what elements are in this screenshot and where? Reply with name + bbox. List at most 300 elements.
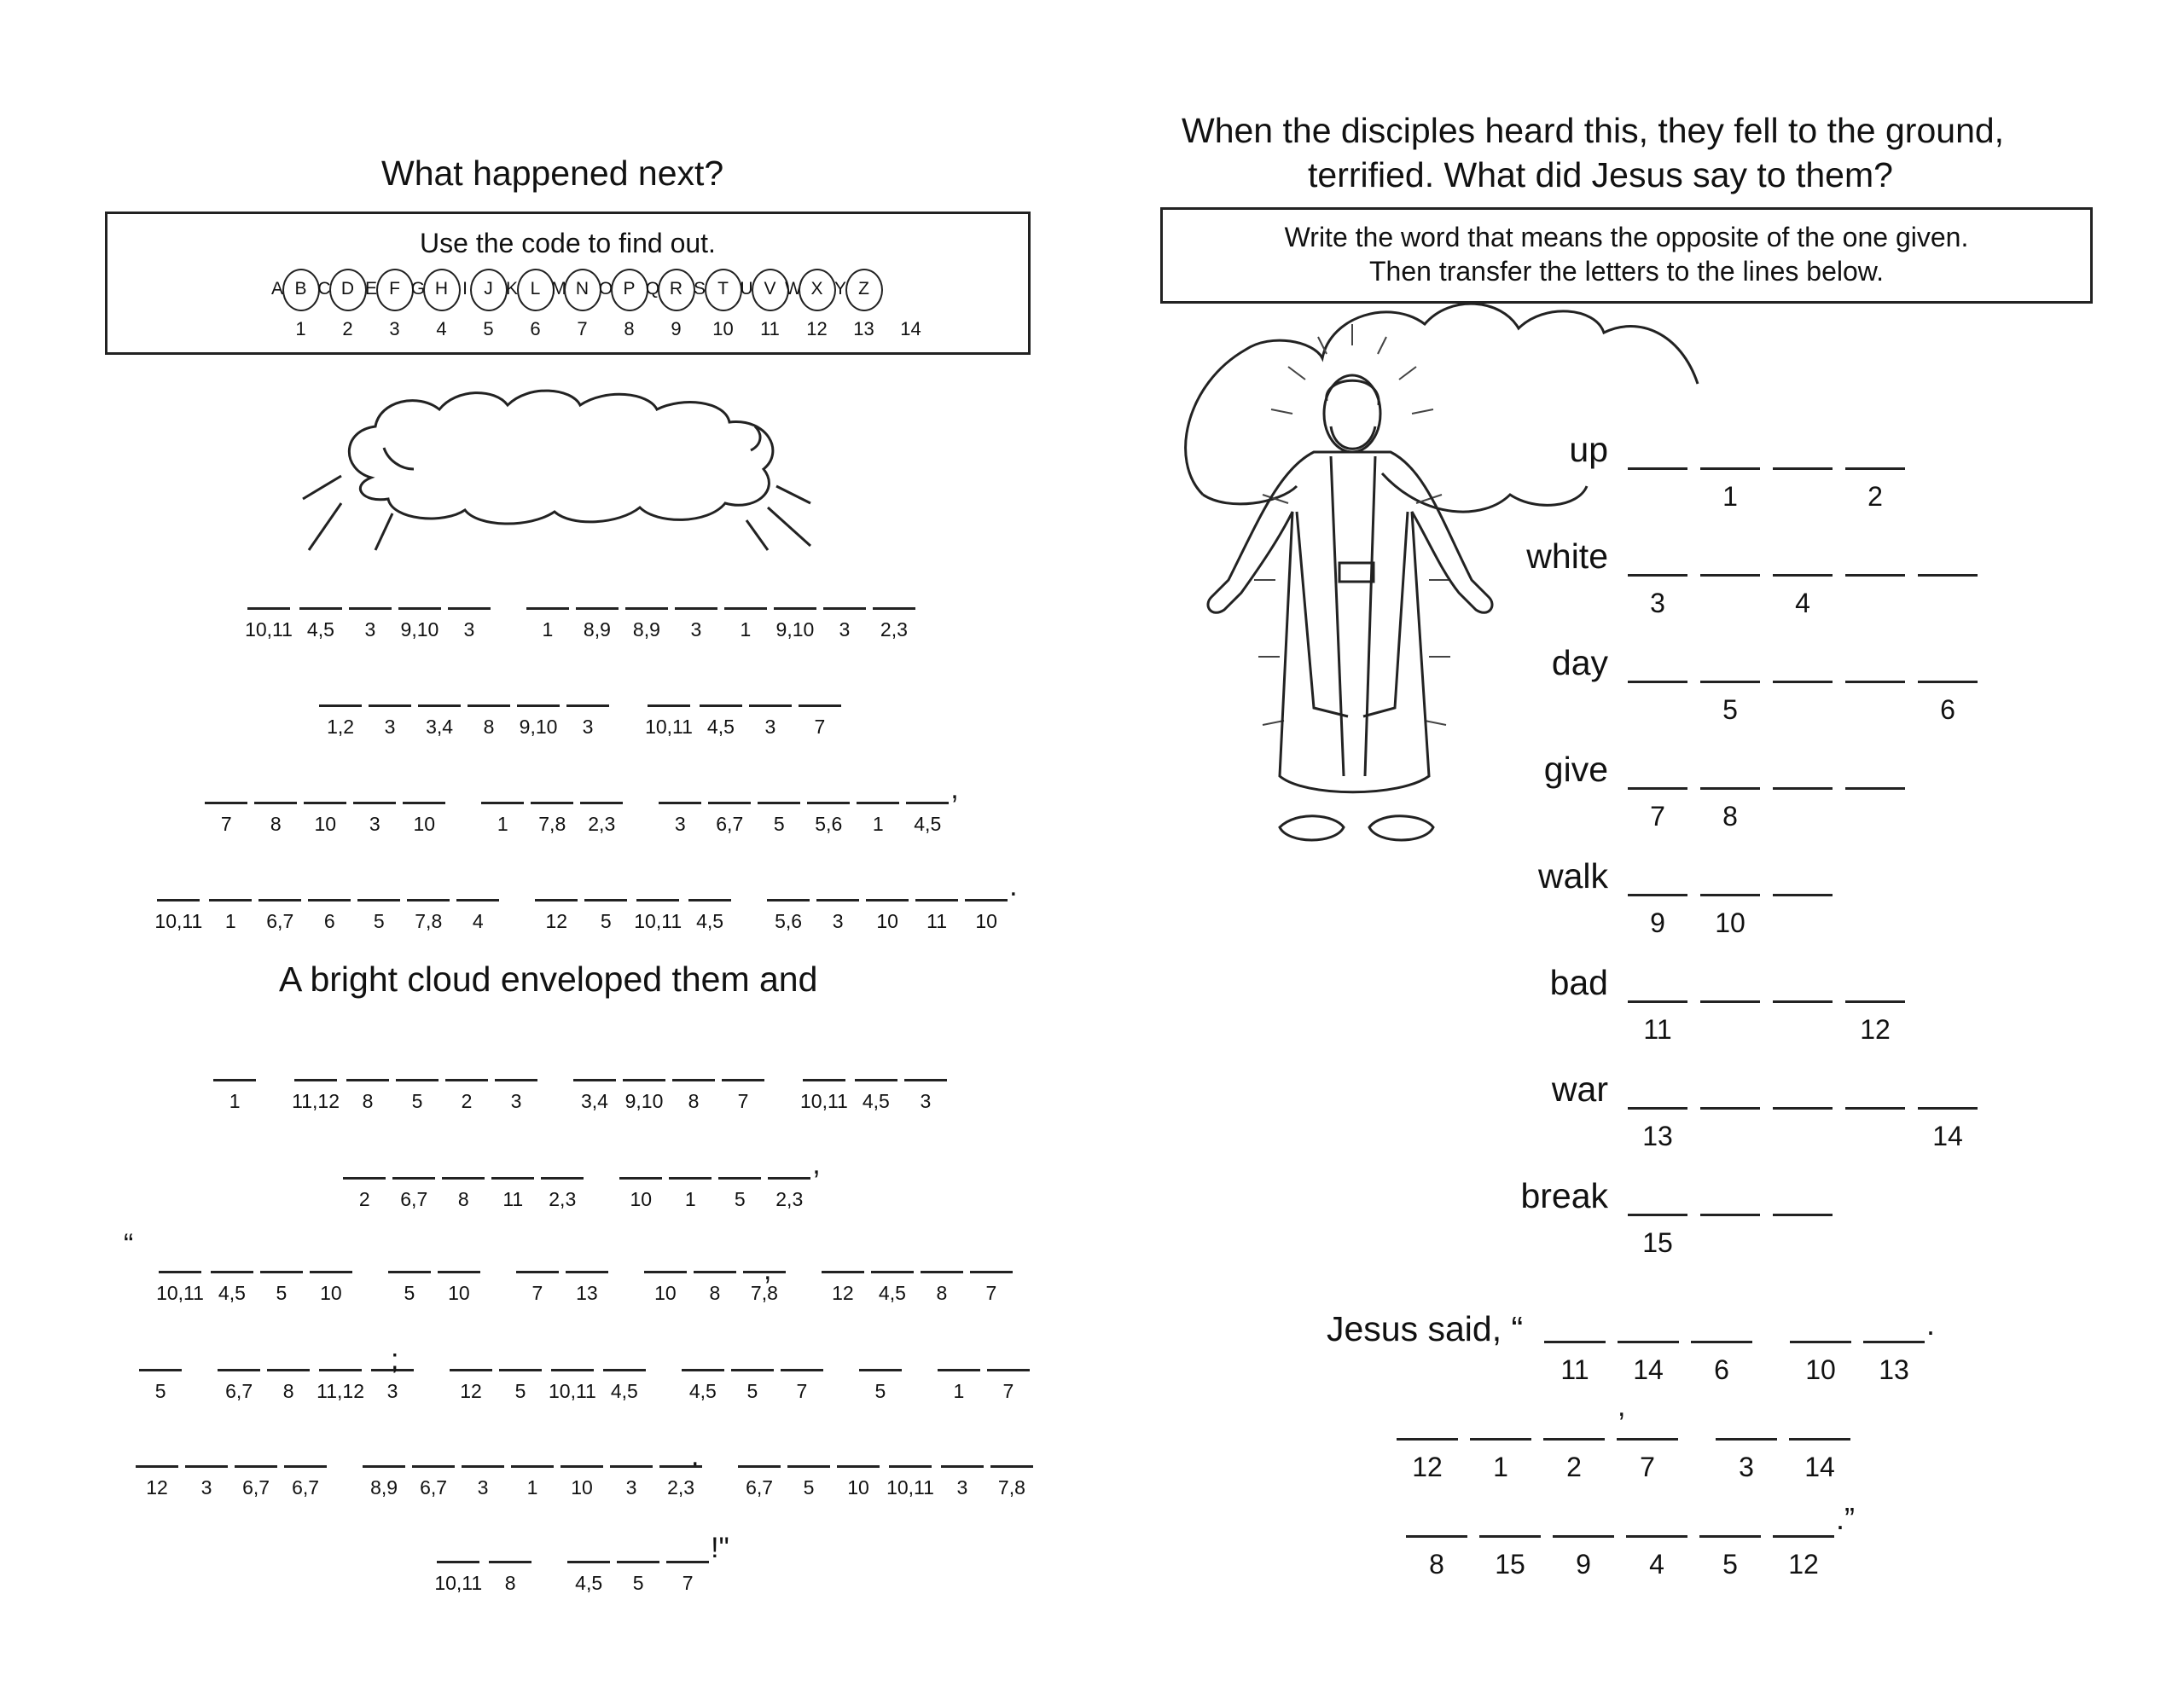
- cipher-blank: 7: [987, 1369, 1030, 1401]
- answer-punctuation: .: [1926, 1307, 1936, 1342]
- cipher-blank: 8: [267, 1369, 310, 1401]
- opposite-word-label: day: [1551, 643, 1608, 682]
- answer-blank[interactable]: [1543, 1438, 1605, 1441]
- letter-blank[interactable]: [1845, 467, 1905, 470]
- answer-comma: ,: [1618, 1390, 1626, 1423]
- cipher-blank: 11,12: [317, 1369, 364, 1401]
- code-letter: Y: [834, 279, 847, 299]
- cipher-blank: 12: [450, 1369, 492, 1401]
- letter-blank[interactable]: [1918, 574, 1978, 577]
- answer-blank[interactable]: [1789, 1438, 1850, 1441]
- code-letter: B: [294, 279, 307, 299]
- cipher-blank: 8: [346, 1079, 389, 1111]
- cipher-blank: 2,3: [659, 1465, 702, 1498]
- cipher-blank: 3: [371, 1369, 414, 1401]
- cipher-blank: 7: [516, 1271, 559, 1303]
- letter-blank[interactable]: [1918, 681, 1978, 683]
- code-number: 3: [389, 318, 400, 339]
- instruction-box: [1160, 207, 2093, 304]
- cipher-blank: 10,11: [800, 1079, 848, 1111]
- cipher-blank: 4,5: [871, 1271, 914, 1303]
- cipher-blank: 5: [731, 1369, 774, 1401]
- answer-number: 6: [1714, 1354, 1729, 1385]
- line-punctuation: ,: [950, 773, 959, 805]
- answer-number: 11: [1560, 1354, 1589, 1385]
- code-letter: X: [810, 279, 823, 299]
- cipher-blank: 5: [718, 1177, 761, 1209]
- cipher-blank: 6,7: [708, 802, 751, 834]
- cipher-blank: 10,11: [156, 1271, 204, 1303]
- answer-blank[interactable]: [1479, 1535, 1541, 1538]
- opposite-word-label: walk: [1537, 856, 1608, 896]
- cipher-blank: 3: [749, 704, 792, 737]
- cipher-blank: 1: [511, 1465, 554, 1498]
- code-letter: C: [317, 279, 331, 299]
- answer-number: 8: [1429, 1549, 1444, 1580]
- letter-blank[interactable]: [1628, 787, 1687, 790]
- cipher-blank: 10: [837, 1465, 880, 1498]
- cipher-blank: 7: [666, 1561, 709, 1593]
- letter-number: 8: [1722, 801, 1738, 832]
- cipher-line: [119, 704, 1041, 737]
- answer-blank[interactable]: [1691, 1341, 1752, 1343]
- cipher-blank: 4,5: [299, 607, 342, 640]
- letter-number: 12: [1860, 1014, 1891, 1045]
- letter-blank[interactable]: [1700, 1000, 1760, 1003]
- answer-blank[interactable]: [1406, 1535, 1467, 1538]
- code-letter: L: [530, 279, 541, 299]
- answer-blank[interactable]: [1397, 1438, 1458, 1441]
- code-letter: O: [598, 279, 613, 299]
- cipher-line: [119, 1532, 1041, 1594]
- letter-blank[interactable]: [1845, 574, 1905, 577]
- cipher-blank: 3: [659, 802, 701, 834]
- cipher-blank: 6,7: [218, 1369, 260, 1401]
- code-number: 6: [530, 318, 541, 339]
- code-box: [105, 212, 1031, 355]
- cipher-blank: 8: [489, 1561, 531, 1593]
- code-letter: A: [270, 279, 284, 299]
- answer-blank[interactable]: [1716, 1438, 1777, 1441]
- opposite-word-label: give: [1543, 750, 1608, 789]
- cipher-blank: 1: [213, 1079, 256, 1111]
- cipher-blank: 5: [499, 1369, 542, 1401]
- letter-blank[interactable]: [1628, 1107, 1687, 1110]
- letter-blank[interactable]: [1628, 1214, 1687, 1216]
- opposite-word-blanks[interactable]: [1628, 1214, 1986, 1282]
- letter-blank[interactable]: [1628, 681, 1687, 683]
- answer-line[interactable]: [1544, 1307, 2158, 1409]
- answer-punctuation: .”: [1836, 1501, 1855, 1536]
- cipher-blank: 3: [349, 607, 392, 640]
- code-letter: R: [669, 279, 683, 299]
- inline-punctuation: ;: [391, 1343, 399, 1376]
- cipher-blank: 1,2: [319, 704, 362, 737]
- cipher-blank: 13: [566, 1271, 608, 1303]
- letter-number: 11: [1643, 1014, 1672, 1045]
- cipher-blank: 3: [185, 1465, 228, 1498]
- answer-blank[interactable]: [1618, 1341, 1679, 1343]
- letter-blank[interactable]: [1773, 1214, 1833, 1216]
- cipher-line: [119, 607, 1041, 640]
- cipher-blank: 6,7: [235, 1465, 277, 1498]
- cipher-blank: 4,5: [688, 899, 731, 931]
- cipher-blank: 4,5: [603, 1369, 646, 1401]
- cipher-blank: 7: [205, 802, 247, 834]
- answer-number: 14: [1633, 1354, 1664, 1385]
- letter-number: 1: [1722, 481, 1738, 512]
- cipher-blank: 3: [462, 1465, 504, 1498]
- letter-blank[interactable]: [1700, 1214, 1760, 1216]
- cipher-blank: 8: [694, 1271, 736, 1303]
- cipher-blank: 3: [448, 607, 491, 640]
- cipher-blank: 10: [866, 899, 909, 931]
- code-letter: J: [484, 279, 493, 299]
- answer-number: 10: [1805, 1354, 1836, 1385]
- cipher-blank: 8: [468, 704, 510, 737]
- answer-blank[interactable]: [1470, 1438, 1531, 1441]
- cipher-blank: 1: [209, 899, 252, 931]
- cipher-blank: 1: [724, 607, 767, 640]
- right-title-line1: When the disciples heard this, they fell to the ground,: [1182, 111, 2005, 150]
- code-letter: U: [740, 279, 753, 299]
- cipher-blank: 10: [310, 1271, 352, 1303]
- cipher-blank: 9,10: [774, 607, 816, 640]
- cipher-blank: 1: [938, 1369, 980, 1401]
- cipher-blank: 5: [396, 1079, 439, 1111]
- cipher-blank: 8: [672, 1079, 715, 1111]
- code-number: 13: [853, 318, 874, 339]
- letter-blank[interactable]: [1628, 467, 1687, 470]
- code-number: 4: [436, 318, 447, 339]
- code-letter: M: [551, 279, 566, 299]
- line-punctuation: ,: [812, 1148, 821, 1180]
- cipher-blank: 6,7: [258, 899, 301, 931]
- letter-blank[interactable]: [1918, 1107, 1978, 1110]
- letter-blank[interactable]: [1773, 787, 1833, 790]
- cipher-blank: 10: [561, 1465, 603, 1498]
- cipher-blank: 5: [758, 802, 800, 834]
- cipher-blank: 2,3: [768, 1177, 810, 1209]
- cipher-blank: 1: [526, 607, 569, 640]
- code-number: 8: [624, 318, 635, 339]
- cipher-blank: 7: [781, 1369, 823, 1401]
- mid-text: A bright cloud enveloped them and: [279, 959, 818, 999]
- line-punctuation: .: [1009, 870, 1018, 902]
- cipher-blank: 3: [823, 607, 866, 640]
- cipher-line: [119, 773, 1041, 835]
- cipher-blank: 4,5: [855, 1079, 897, 1111]
- letter-blank[interactable]: [1700, 894, 1760, 896]
- code-number: 5: [483, 318, 494, 339]
- letter-blank[interactable]: [1845, 787, 1905, 790]
- code-letter: K: [505, 279, 519, 299]
- cipher-blank: 11: [491, 1177, 534, 1209]
- cipher-blank: 10,11: [886, 1465, 934, 1498]
- jesus-said-label: Jesus said, “: [1327, 1309, 1524, 1348]
- code-number: 11: [760, 318, 780, 339]
- cipher-blank: 7: [799, 704, 841, 737]
- letter-blank[interactable]: [1700, 574, 1760, 577]
- letter-blank[interactable]: [1773, 1000, 1833, 1003]
- code-number: 14: [900, 318, 921, 339]
- answer-blank[interactable]: [1617, 1438, 1678, 1441]
- cipher-blank: 10: [403, 802, 445, 834]
- code-letter: G: [410, 279, 426, 299]
- opposite-word-label: bad: [1549, 963, 1608, 1002]
- cipher-blank: 5: [617, 1561, 659, 1593]
- cipher-blank: 12: [136, 1465, 178, 1498]
- cipher-blank: 10: [619, 1177, 662, 1209]
- letter-number: 5: [1722, 694, 1738, 725]
- opposite-word-blanks[interactable]: [1628, 681, 1986, 749]
- letter-blank[interactable]: [1773, 681, 1833, 683]
- cipher-blank: 10: [965, 899, 1008, 931]
- code-letter: D: [340, 279, 355, 299]
- code-number: 1: [295, 318, 306, 339]
- letter-blank[interactable]: [1773, 574, 1833, 577]
- answer-number: 13: [1879, 1354, 1909, 1385]
- open-quote: “: [124, 1228, 134, 1261]
- opposite-word-blanks[interactable]: [1628, 787, 1986, 855]
- code-letter: E: [364, 279, 378, 299]
- letter-blank[interactable]: [1628, 1000, 1687, 1003]
- cipher-blank: 6,7: [738, 1465, 781, 1498]
- letter-blank[interactable]: [1773, 894, 1833, 896]
- answer-blank[interactable]: [1773, 1535, 1834, 1538]
- cipher-blank: 7,8: [990, 1465, 1033, 1498]
- cipher-blank: 10,11: [245, 607, 293, 640]
- cipher-blank: 9,10: [517, 704, 560, 737]
- answer-number: 12: [1412, 1452, 1443, 1482]
- answer-blank[interactable]: [1544, 1341, 1606, 1343]
- opposite-word-label: break: [1520, 1176, 1608, 1215]
- code-number: 7: [577, 318, 588, 339]
- cipher-blank: 7,8: [743, 1271, 786, 1303]
- cipher-blank: 10,11: [154, 899, 202, 931]
- code-letter: Q: [645, 279, 660, 299]
- code-letter: F: [389, 279, 400, 299]
- cipher-blank: 4,5: [211, 1271, 253, 1303]
- cipher-blank: 4: [456, 899, 499, 931]
- letter-blank[interactable]: [1700, 787, 1760, 790]
- answer-blank[interactable]: [1553, 1535, 1614, 1538]
- letter-blank[interactable]: [1700, 681, 1760, 683]
- cipher-line: [124, 1465, 1045, 1498]
- cipher-blank: 5,6: [807, 802, 850, 834]
- cipher-blank: 2: [445, 1079, 488, 1111]
- cipher-blank: 1: [481, 802, 524, 834]
- inline-punctuation: ,: [764, 1254, 772, 1286]
- cipher-blank: 7: [970, 1271, 1013, 1303]
- code-letter: P: [623, 279, 636, 299]
- answer-number: 2: [1566, 1452, 1582, 1482]
- cipher-blank: 10,11: [549, 1369, 596, 1401]
- letter-number: 9: [1650, 907, 1665, 938]
- cipher-blank: 10: [644, 1271, 687, 1303]
- cloud-illustration: [290, 375, 887, 563]
- cipher-blank: 7: [722, 1079, 764, 1111]
- cipher-blank: 4,5: [906, 802, 949, 834]
- letter-blank[interactable]: [1773, 1107, 1833, 1110]
- cipher-blank: 6: [308, 899, 351, 931]
- cipher-blank: 1: [857, 802, 899, 834]
- cipher-blank: 3: [495, 1079, 537, 1111]
- cipher-blank: 3: [904, 1079, 947, 1111]
- answer-number: 7: [1640, 1452, 1655, 1482]
- answer-blank[interactable]: [1699, 1535, 1761, 1538]
- cipher-line: [124, 1271, 1045, 1303]
- cipher-blank: 5: [139, 1369, 182, 1401]
- code-letter: W: [785, 279, 802, 299]
- cipher-blank: 4,5: [682, 1369, 724, 1401]
- cipher-blank: 6,7: [284, 1465, 327, 1498]
- code-letter: V: [764, 279, 776, 299]
- opposite-word-label: up: [1569, 430, 1608, 469]
- letter-blank[interactable]: [1845, 681, 1905, 683]
- code-number: 10: [712, 318, 734, 339]
- inline-punctuation: .: [691, 1440, 700, 1472]
- cipher-blank: 10,11: [634, 899, 682, 931]
- line-punctuation: !": [711, 1532, 729, 1564]
- cipher-line: [124, 870, 1045, 932]
- code-letter: N: [575, 279, 590, 299]
- cipher-blank: 8: [254, 802, 297, 834]
- cipher-blank: 3: [816, 899, 859, 931]
- letter-number: 14: [1932, 1121, 1963, 1151]
- answer-number: 12: [1788, 1549, 1819, 1580]
- letter-number: 7: [1650, 801, 1665, 832]
- letter-number: 13: [1642, 1121, 1673, 1151]
- cipher-blank: 9,10: [623, 1079, 665, 1111]
- letter-blank[interactable]: [1773, 467, 1833, 470]
- cipher-blank: 5: [260, 1271, 303, 1303]
- answer-number: 14: [1804, 1452, 1835, 1482]
- cipher-blank: 6,7: [412, 1465, 455, 1498]
- cipher-blank: 1: [669, 1177, 712, 1209]
- letter-blank[interactable]: [1845, 1000, 1905, 1003]
- opposite-word-blanks[interactable]: [1628, 574, 1986, 642]
- letter-blank[interactable]: [1845, 1107, 1905, 1110]
- code-number: 12: [806, 318, 828, 339]
- cipher-blank: 2: [343, 1177, 386, 1209]
- cipher-blank: 7,8: [407, 899, 450, 931]
- answer-number: 9: [1576, 1549, 1591, 1580]
- cipher-blank: 3: [566, 704, 609, 737]
- instruction-line1: Write the word that means the opposite of the one given.: [1284, 222, 1969, 252]
- opposite-word-label: war: [1551, 1070, 1608, 1109]
- code-letter: H: [434, 279, 449, 299]
- cipher-blank: 5: [584, 899, 627, 931]
- opposite-word-blanks[interactable]: [1628, 1107, 1986, 1175]
- cipher-blank: 11,12: [292, 1079, 340, 1111]
- letter-number: 15: [1642, 1227, 1673, 1258]
- opposite-word-blanks[interactable]: [1628, 894, 1986, 962]
- cipher-blank: 3: [610, 1465, 653, 1498]
- code-letter: S: [693, 279, 706, 299]
- answer-number: 5: [1722, 1549, 1738, 1580]
- opposite-word-label: white: [1526, 536, 1608, 576]
- code-letter: Z: [858, 279, 869, 299]
- answer-line[interactable]: [1397, 1438, 2011, 1506]
- cipher-blank: 2,3: [541, 1177, 584, 1209]
- code-instruction: Use the code to find out.: [420, 228, 716, 258]
- cipher-blank: 8,9: [625, 607, 668, 640]
- cipher-blank: 10,11: [645, 704, 693, 737]
- answer-number: 3: [1739, 1452, 1754, 1482]
- code-number: 9: [671, 318, 682, 339]
- left-title: What happened next?: [381, 154, 724, 193]
- letter-blank[interactable]: [1628, 894, 1687, 896]
- cipher-blank: 8: [921, 1271, 963, 1303]
- cipher-blank: 4,5: [700, 704, 742, 737]
- right-title-line2: terrified. What did Jesus say to them?: [1308, 155, 1893, 194]
- cipher-blank: 8: [442, 1177, 485, 1209]
- cipher-blank: 4,5: [567, 1561, 610, 1593]
- letter-number: 3: [1650, 588, 1665, 618]
- cipher-blank: 5,6: [767, 899, 810, 931]
- answer-blank[interactable]: [1790, 1341, 1851, 1343]
- cipher-blank: 5: [787, 1465, 830, 1498]
- cipher-blank: 2,3: [580, 802, 623, 834]
- cipher-line: [124, 1369, 1045, 1401]
- cipher-blank: 5: [388, 1271, 431, 1303]
- cipher-blank: 3: [369, 704, 411, 737]
- cipher-blank: 10: [438, 1271, 480, 1303]
- cipher-blank: 10: [304, 802, 346, 834]
- cipher-blank: 3,4: [418, 704, 461, 737]
- answer-blank[interactable]: [1863, 1341, 1925, 1343]
- code-letter: I: [462, 279, 468, 299]
- instruction-line2: Then transfer the letters to the lines below.: [1369, 256, 1884, 287]
- letter-number: 6: [1940, 694, 1955, 725]
- opposite-word-blanks[interactable]: [1628, 1000, 1986, 1069]
- cipher-blank: 11: [915, 899, 958, 931]
- letter-blank[interactable]: [1700, 467, 1760, 470]
- answer-number: 15: [1495, 1549, 1525, 1580]
- answer-line[interactable]: [1406, 1501, 2020, 1603]
- letter-number: 4: [1795, 588, 1810, 618]
- cipher-blank: 7,8: [531, 802, 573, 834]
- cipher-blank: 5: [357, 899, 400, 931]
- cipher-blank: 6,7: [392, 1177, 435, 1209]
- cipher-blank: 5: [859, 1369, 902, 1401]
- cipher-blank: 12: [822, 1271, 864, 1303]
- answer-number: 1: [1493, 1452, 1508, 1482]
- letter-number: 2: [1867, 481, 1883, 512]
- cipher-blank: 3: [675, 607, 717, 640]
- cipher-blank: 3: [941, 1465, 984, 1498]
- code-strip: [107, 269, 1028, 345]
- code-letter: T: [717, 279, 729, 299]
- cipher-blank: 8,9: [363, 1465, 405, 1498]
- cipher-blank: 12: [535, 899, 578, 931]
- answer-blank[interactable]: [1626, 1535, 1687, 1538]
- cipher-blank: 10,11: [434, 1561, 482, 1593]
- cipher-blank: 3,4: [573, 1079, 616, 1111]
- cipher-blank: 3: [353, 802, 396, 834]
- opposite-word-blanks[interactable]: [1628, 467, 1986, 536]
- cipher-line: [119, 1148, 1041, 1210]
- letter-blank[interactable]: [1628, 574, 1687, 577]
- code-number: 2: [342, 318, 353, 339]
- cipher-line: [119, 1079, 1041, 1111]
- cipher-blank: 2,3: [873, 607, 915, 640]
- letter-number: 10: [1715, 907, 1745, 938]
- cipher-blank: 8,9: [576, 607, 619, 640]
- letter-blank[interactable]: [1700, 1107, 1760, 1110]
- cipher-blank: 9,10: [398, 607, 441, 640]
